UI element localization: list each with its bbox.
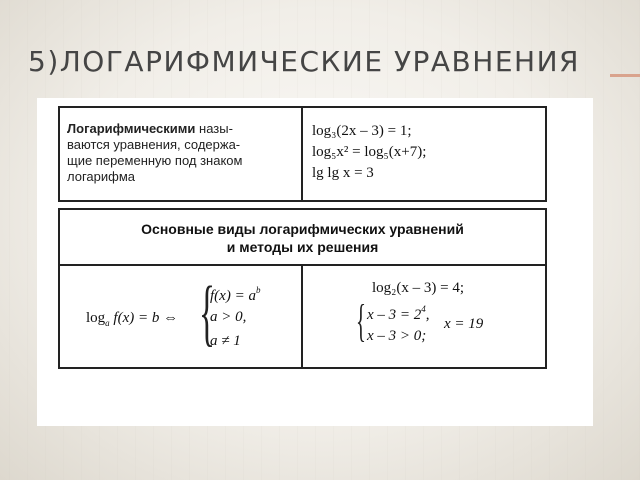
general-form-base: a bbox=[105, 318, 110, 328]
content-image bbox=[37, 98, 593, 426]
general-form-rest: f(x) = b ⇔ bbox=[109, 310, 179, 326]
methods-heading-line1: Основные виды логарифмических уравнений bbox=[141, 221, 464, 237]
general-condition-1 bbox=[210, 285, 260, 305]
worked-answer: x = 19 bbox=[444, 316, 484, 332]
worked-system-line-1 bbox=[367, 304, 430, 324]
methods-heading-line2: и методы их решения bbox=[226, 239, 379, 255]
worked-example-brace: { bbox=[356, 295, 366, 346]
definition-line2: ваются уравнения, содержа- bbox=[67, 137, 241, 152]
title-accent-rule bbox=[610, 74, 640, 77]
definition-divider bbox=[301, 108, 303, 200]
general-form-equation bbox=[86, 310, 178, 328]
methods-table bbox=[58, 208, 547, 369]
worked-system-line-2: x – 3 > 0; bbox=[367, 328, 427, 344]
general-condition-2: a > 0, bbox=[210, 309, 247, 325]
worked-system-line-1-exp: 4 bbox=[421, 304, 426, 314]
general-condition-3: a ≠ 1 bbox=[210, 333, 241, 349]
definition-term: Логарифмическими bbox=[67, 121, 196, 136]
methods-heading bbox=[60, 220, 545, 256]
example-equation-2: log₅x² = log₅(x+7); bbox=[312, 144, 427, 160]
general-condition-1-text: f(x) = a bbox=[210, 288, 256, 304]
definition-line4: логарифма bbox=[67, 169, 136, 184]
definition-line1: назы- bbox=[195, 121, 233, 136]
general-form-brace: { bbox=[199, 272, 215, 354]
example-equation-1: log₃(2x – 3) = 1; bbox=[312, 123, 412, 139]
slide-title: 5)ЛОГАРИФМИЧЕСКИЕ УРАВНЕНИЯ bbox=[28, 45, 580, 78]
definition-line3: щие переменную под знаком bbox=[67, 153, 243, 168]
worked-example-equation: log₂(x – 3) = 4; bbox=[372, 280, 465, 296]
definition-text bbox=[67, 121, 297, 185]
general-condition-1-exp: b bbox=[255, 285, 261, 295]
definition-table bbox=[58, 106, 547, 202]
worked-system-line-1-text: x – 3 = 2 bbox=[367, 307, 422, 323]
methods-column-divider bbox=[301, 264, 303, 367]
general-form-log: log bbox=[86, 310, 106, 326]
worked-system-line-1-end: , bbox=[425, 307, 430, 323]
example-equation-3: lg lg x = 3 bbox=[312, 165, 374, 181]
